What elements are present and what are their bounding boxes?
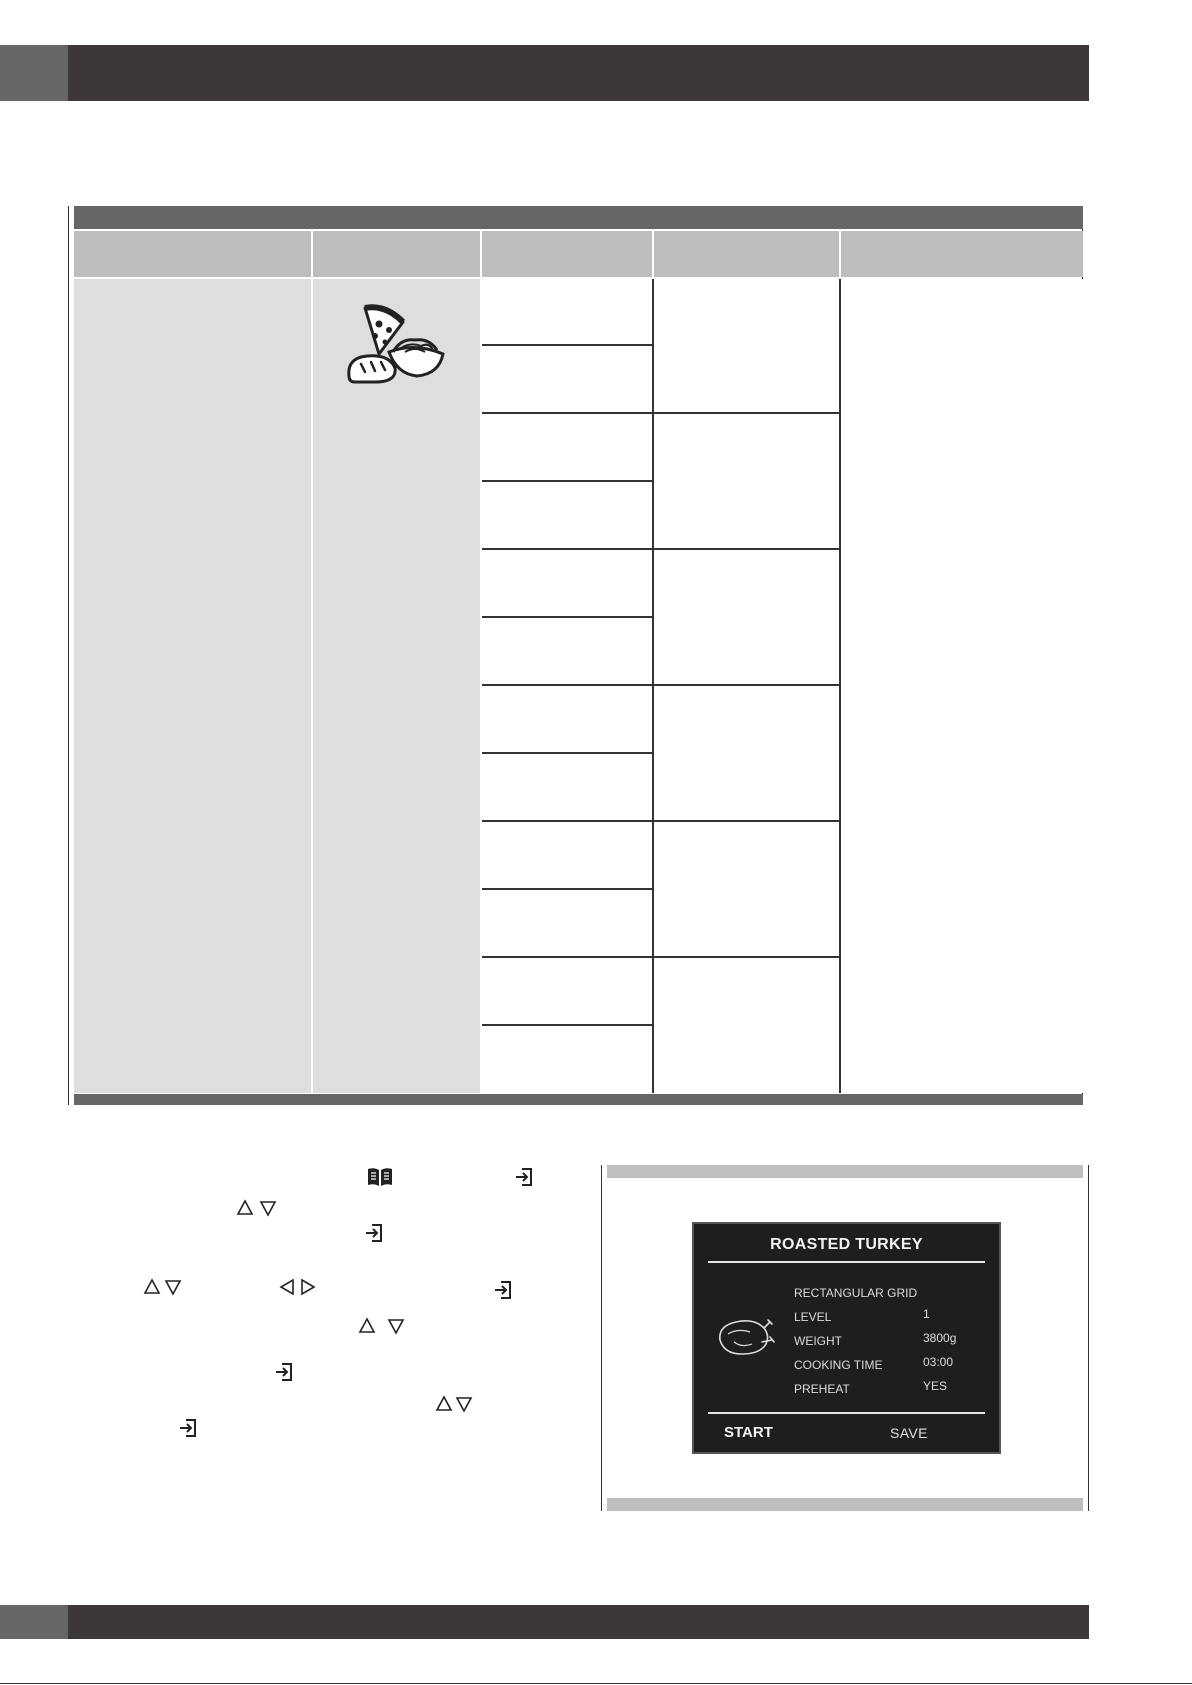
- table-column-recipes: [482, 279, 652, 1093]
- table-top-bar: [74, 206, 1083, 229]
- triangle-down-icon: [387, 1317, 405, 1335]
- header-tab: [0, 45, 68, 101]
- save-button[interactable]: SAVE: [890, 1425, 928, 1441]
- triangle-left-icon: [278, 1278, 296, 1296]
- triangle-right-icon: [299, 1278, 317, 1296]
- enter-arrow-icon: [493, 1279, 515, 1301]
- table-column-category: [74, 279, 311, 1093]
- triangle-up-icon: [236, 1199, 254, 1217]
- start-button[interactable]: START: [724, 1424, 773, 1441]
- table-column-groups: [654, 279, 839, 1093]
- display-row-value: 03:00: [923, 1355, 954, 1369]
- display-panel-border-left: [601, 1165, 602, 1511]
- roast-turkey-icon: [714, 1312, 776, 1358]
- enter-arrow-icon: [364, 1222, 386, 1244]
- display-row-value: 1: [923, 1307, 930, 1321]
- triangle-down-icon: [455, 1395, 473, 1413]
- triangle-down-icon: [259, 1199, 277, 1217]
- table-header-cell-4: [654, 231, 839, 277]
- display-title: ROASTED TURKEY: [770, 1236, 923, 1253]
- display-row-value: YES: [923, 1379, 948, 1393]
- enter-arrow-icon: [274, 1361, 296, 1383]
- table-bottom-bar: [74, 1094, 1083, 1105]
- pizza-pasta-bread-icon: [345, 302, 449, 386]
- table-header-cell-1: [74, 231, 311, 277]
- table-header-cell-5: [841, 231, 1083, 277]
- display-row-value: 3800g: [923, 1331, 957, 1345]
- enter-arrow-icon: [178, 1417, 200, 1439]
- triangle-up-icon: [358, 1317, 376, 1335]
- triangle-up-icon: [143, 1278, 161, 1296]
- display-footer-divider: [708, 1412, 985, 1414]
- header-bar: [68, 45, 1089, 101]
- recipe-book-icon: [366, 1166, 394, 1188]
- display-row-label: RECTANGULAR GRID: [794, 1286, 918, 1300]
- triangle-up-icon: [435, 1395, 453, 1413]
- table-column-icon: [313, 279, 480, 1093]
- footer-tab: [0, 1605, 68, 1639]
- display-panel-bottom-rule: [607, 1498, 1083, 1511]
- display-title-divider: [708, 1261, 985, 1263]
- footer-bar: [68, 1605, 1089, 1639]
- display-row-label: COOKING TIME: [794, 1358, 883, 1372]
- table-column-notes: [841, 279, 1083, 1093]
- display-row-label: LEVEL: [794, 1310, 832, 1324]
- display-row-label: WEIGHT: [794, 1334, 842, 1348]
- footer-rule: [0, 1683, 1192, 1684]
- display-panel-top-rule: [607, 1165, 1083, 1178]
- table-header-cell-2: [313, 231, 480, 277]
- oven-display-screen: [692, 1222, 1001, 1454]
- triangle-down-icon: [164, 1278, 182, 1296]
- display-row-label: PREHEAT: [794, 1382, 850, 1396]
- enter-arrow-icon: [514, 1166, 536, 1188]
- table-header-cell-3: [482, 231, 652, 277]
- display-panel-border-right: [1088, 1165, 1089, 1511]
